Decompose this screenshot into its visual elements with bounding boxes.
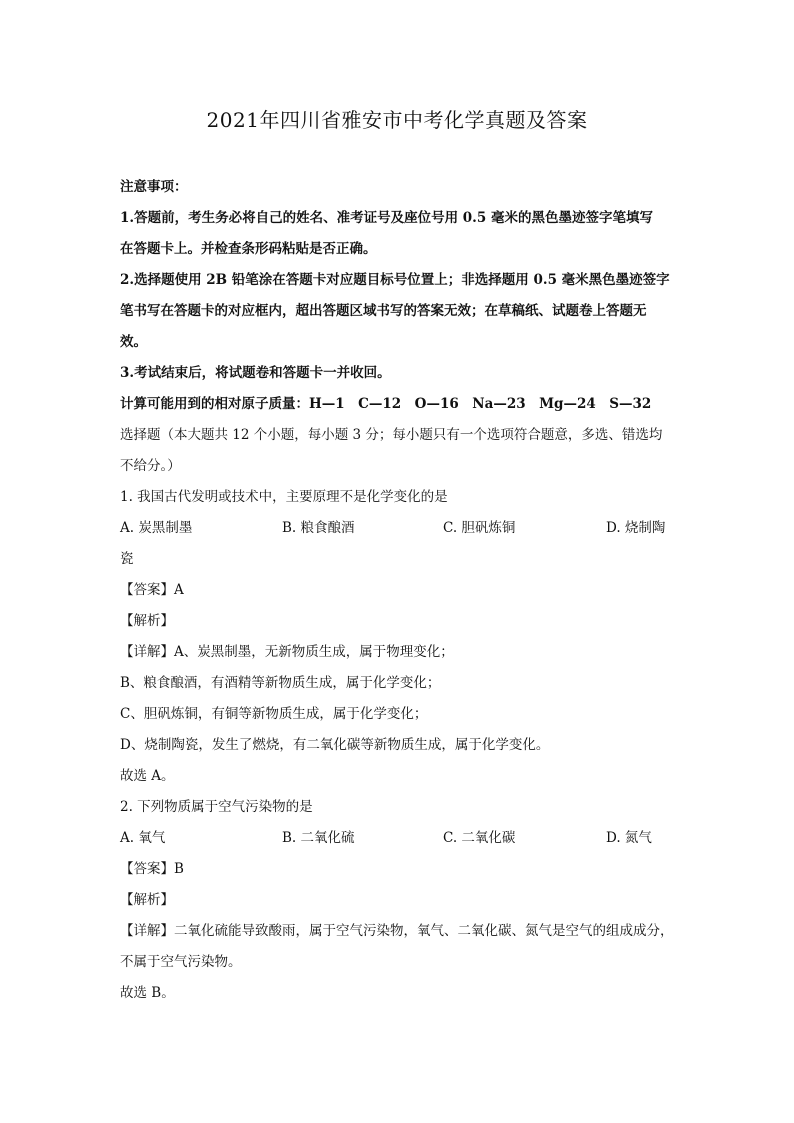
notes-line: 在答题卡上。并检查条形码粘贴是否正确。 (120, 241, 377, 257)
option-c: C. 胆矾炼铜 (443, 520, 516, 536)
notes-heading: 注意事项： (120, 179, 188, 195)
question-2-detail: 不属于空气污染物。 (120, 954, 242, 970)
option-b: B. 粮食酿酒 (282, 520, 355, 536)
question-1-detail: 【详解】A、炭黑制墨，无新物质生成，属于物理变化； (120, 644, 454, 660)
question-1-detail: D、烧制陶瓷，发生了燃烧，有二氧化碳等新物质生成，属于化学变化。 (120, 737, 550, 753)
question-1-detail: B、粮食酿酒，有酒精等新物质生成，属于化学变化； (120, 675, 441, 691)
notes-line: 3.考试结束后，将试题卷和答题卡一并收回。 (120, 365, 391, 381)
option-b: B. 二氧化硫 (282, 830, 355, 846)
question-1-analysis: 【解析】 (120, 613, 174, 629)
question-1-detail: C、胆矾炼铜，有铜等新物质生成，属于化学变化； (120, 706, 428, 722)
notes-line: 2.选择题使用 2B 铅笔涂在答题卡对应题目标号位置上；非选择题用 0.5 毫米黑色墨迹签字 (120, 272, 670, 288)
notes-line: 效。 (120, 334, 147, 350)
question-2-conclusion: 故选 B。 (120, 985, 175, 1001)
exam-content (120, 172, 680, 1009)
option-d: D. 烧制陶 (606, 520, 666, 536)
question-2-answer: 【答案】B (120, 861, 184, 877)
option-wrap: 瓷 (120, 551, 134, 567)
question-1-conclusion: 故选 A。 (120, 768, 175, 784)
notes-line: 笔书写在答题卡的对应框内，超出答题区域书写的答案无效；在草稿纸、试题卷上答题无 (120, 303, 647, 319)
question-2-options (120, 823, 680, 854)
option-c: C. 二氧化碳 (443, 830, 516, 846)
question-1-options (120, 513, 680, 544)
option-a: A. 氧气 (120, 830, 166, 846)
page-title: 2021年四川省雅安市中考化学真题及答案 (206, 108, 588, 132)
atomic-masses: 计算可能用到的相对原子质量：H—1 C—12 O—16 Na—23 Mg—24 S—32 (120, 396, 652, 412)
option-d: D. 氮气 (606, 830, 652, 846)
section-instructions: 不给分。） (120, 458, 181, 474)
question-2-analysis: 【解析】 (120, 892, 174, 908)
question-1-stem: 1. 我国古代发明或技术中，主要原理不是化学变化的是 (120, 489, 448, 505)
section-instructions: 选择题（本大题共 12 个小题，每小题 3 分；每小题只有一个选项符合题意，多选、错选均 (120, 427, 663, 443)
notes-line: 1.答题前，考生务必将自己的姓名、准考证号及座位号用 0.5 毫米的黑色墨迹签字笔填写 (120, 210, 653, 226)
option-a: A. 炭黑制墨 (120, 520, 193, 536)
question-2-detail: 【详解】二氧化硫能导致酸雨，属于空气污染物，氧气、二氧化碳、氮气是空气的组成成分， (120, 923, 674, 939)
question-2-stem: 2. 下列物质属于空气污染物的是 (120, 799, 313, 815)
question-1-answer: 【答案】A (120, 582, 184, 598)
